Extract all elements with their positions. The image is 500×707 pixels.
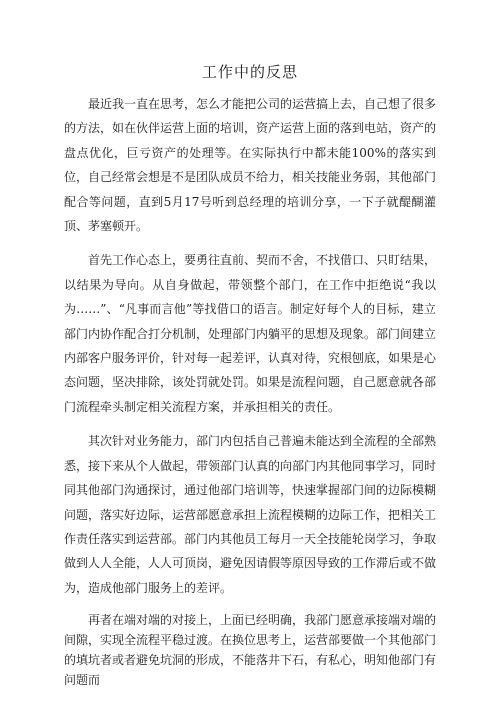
paragraph-4: 再者在端对端的对接上，上面已经明确，我部门愿意承接端对端的间隙，实现全流程平稳过渡。在换位思考上，运营部要做一个其他部门的填坑者或者避免坑洞的形成，不能落井下石，有私心，明知他部门有问题而 bbox=[64, 613, 437, 688]
document-title: 工作中的反思 bbox=[201, 63, 298, 81]
paragraph-3: 其次针对业务能力，部门内包括自己普遍未能达到全流程的全部熟悉，接下来从个人做起，带领部门认真的向部门内其他同事学习，同时同其他部门沟通探讨，通过他部门培训等，快速掌握部门间的边际模糊问题，落实好边际，运营部愿意承担上流程模糊的边际工作，把相关工作责任落实到运营部。部门内其他员工每月一天全技能轮岗学习，争取做到人人全能，人人可顶岗，避免因请假等原因导致的工作滞后或不做为，造成他部门服务上的差评。 bbox=[64, 434, 437, 595]
paragraph-2: 首先工作心态上，要勇往直前、契而不舍，不找借口、只盯结果，以结果为导向。从自身做起，带领整个部门，在工作中拒绝说“我以为……”、“凡事而言他”等找借口的语言。制定好每个人的目标，建立部门内协作配合打分机制，处理部门内躺平的思想及现象。部门间建立内部客户服务评价，针对每一起差评，认真对待，究根刨底，如果是心态问题，坚决排除，该处罚就处罚。如果是流程问题，自己愿意就各部门流程牵头制定相关流程方案，并承担相关的责任。 bbox=[64, 253, 437, 414]
paragraph-1: 最近我一直在思考，怎么才能把公司的运营搞上去，自己想了很多的方法，如在伙伴运营上面的培训，资产运营上面的落到电站，资产的盘点优化，巨亏资产的处理等。在实际执行中都未能100%的落实到位，自己经常会想是不是团队成员不给力，相关技能业务弱，其他部门配合等问题，直到5月17号听到总经理的培训分享，一下子就醍醐灌顶、茅塞顿开。 bbox=[64, 97, 437, 234]
